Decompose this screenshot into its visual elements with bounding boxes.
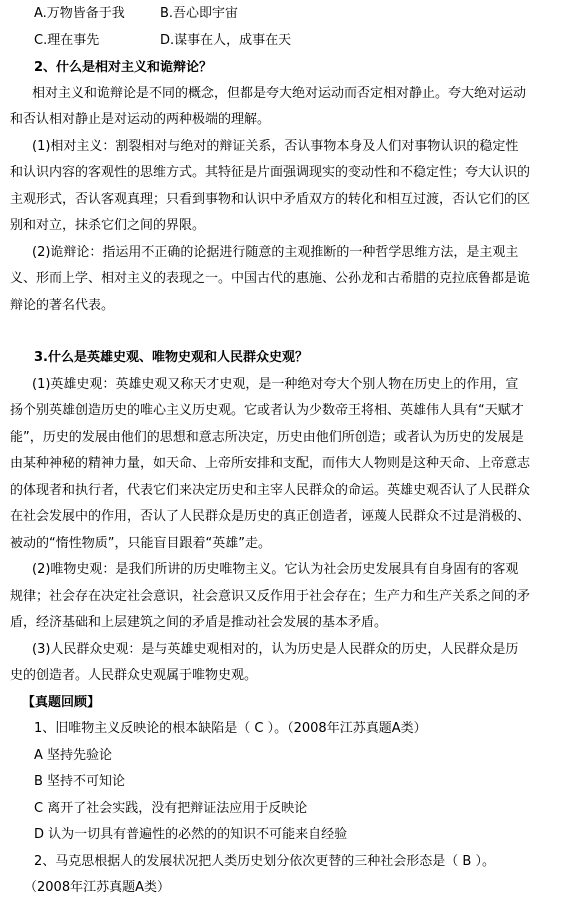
- paragraph-line: 和认识内容的客观性的思维方式。其特征是片面强调现实的变动性和不稳定性；夸大认识的: [10, 165, 531, 180]
- paragraph-line: 相对主义和诡辩论是不同的概念，但都是夸大绝对运动而否定相对静止。夸大绝对运动: [32, 86, 527, 101]
- review-question-2: 2、马克思根据人的发展状况把人类历史划分依次更替的三种社会形态是（ B ）。: [34, 854, 495, 869]
- review-heading: 【真题回顾】: [22, 695, 101, 710]
- paragraph-line: 主观形式，否认客观真理；只看到事物和认识中矛盾双方的转化和相互过渡，否认它们的区: [10, 192, 531, 207]
- paragraph-line: 在社会发展中的作用，否认了人民群众是历史的真正创造者，诬蔑人民群众不过是消极的、: [10, 509, 531, 524]
- paragraph-line: 被动的“惰性物质”，只能盲目跟着“英雄”走。: [10, 536, 271, 551]
- review-option: D 认为一切具有普遍性的必然的的知识不可能来自经验: [34, 827, 348, 842]
- paragraph-line: 由某种神秘的精神力量，如天命、上帝所安排和支配，而伟大人物则是这种天命、上帝意志: [10, 456, 531, 471]
- paragraph-line: (1)英雄史观：英雄史观又称天才史观，是一种绝对夸大个别人物在历史上的作用，宣: [32, 377, 519, 392]
- paragraph-line: 能”，历史的发展由他们的思想和意志所决定，历史由他们所创造；或者认为历史的发展是: [10, 430, 524, 445]
- review-option: A 坚持先验论: [34, 748, 113, 763]
- paragraph-line: 义、形而上学、相对主义的表现之一。中国古代的惠施、公孙龙和古希腊的克拉底鲁都是诡: [10, 271, 531, 286]
- paragraph-line: 的体现者和执行者，代表它们来决定历史和主宰人民群众的命运。英雄史观否认了人民群众: [10, 483, 531, 498]
- review-option: C 离开了社会实践，没有把辩证法应用于反映论: [34, 801, 308, 816]
- review-question-1: 1、旧唯物主义反映论的根本缺陷是（ C ）。（2008年江苏真题A类）: [34, 721, 427, 736]
- paragraph-line: (1)相对主义：割裂相对与绝对的辩证关系，否认事物本身及人们对事物认识的稳定性: [32, 139, 519, 154]
- section-heading: 3.什么是英雄史观、唯物史观和人民群众史观？: [34, 350, 308, 365]
- review-question-2-note: （2008年江苏真题A类）: [24, 880, 170, 895]
- paragraph-line: 史的创造者。人民群众史观属于唯物史观。: [10, 668, 258, 683]
- option-d: D.谋事在人，成事在天: [160, 33, 292, 48]
- option-a: A.万物皆备于我: [34, 6, 125, 21]
- paragraph-line: (3)人民群众史观：是与英雄史观相对的，认为历史是人民群众的历史，人民群众是历: [32, 642, 519, 657]
- paragraph-line: (2)唯物史观：是我们所讲的历史唯物主义。它认为社会历史发展具有自身固有的客观: [32, 562, 519, 577]
- section-heading: 2、什么是相对主义和诡辩论？: [34, 60, 213, 75]
- paragraph-line: 辩论的著名代表。: [10, 298, 115, 313]
- paragraph-line: (2)诡辩论：指运用不正确的论据进行随意的主观推断的一种哲学思维方法，是主观主: [32, 245, 519, 260]
- review-option: B 坚持不可知论: [34, 774, 126, 789]
- option-c: C.理在事先: [34, 33, 100, 48]
- option-row: [34, 6, 238, 22]
- option-row: [34, 33, 291, 49]
- paragraph-line: 别和对立，抹杀它们之间的界限。: [10, 218, 206, 233]
- paragraph-line: 和否认相对静止是对运动的两种极端的理解。: [10, 112, 271, 127]
- paragraph-line: 盾，经济基础和上层建筑之间的矛盾是推动社会发展的基本矛盾。: [10, 615, 388, 630]
- paragraph-line: 扬个别英雄创造历史的唯心主义历史观。它或者认为少数帝王将相、英雄伟人具有“天赋才: [10, 403, 524, 418]
- option-b: B.吾心即宇宙: [160, 6, 239, 21]
- paragraph-line: 规律；社会存在决定社会意识，社会意识又反作用于社会存在；生产力和生产关系之间的矛: [10, 589, 531, 604]
